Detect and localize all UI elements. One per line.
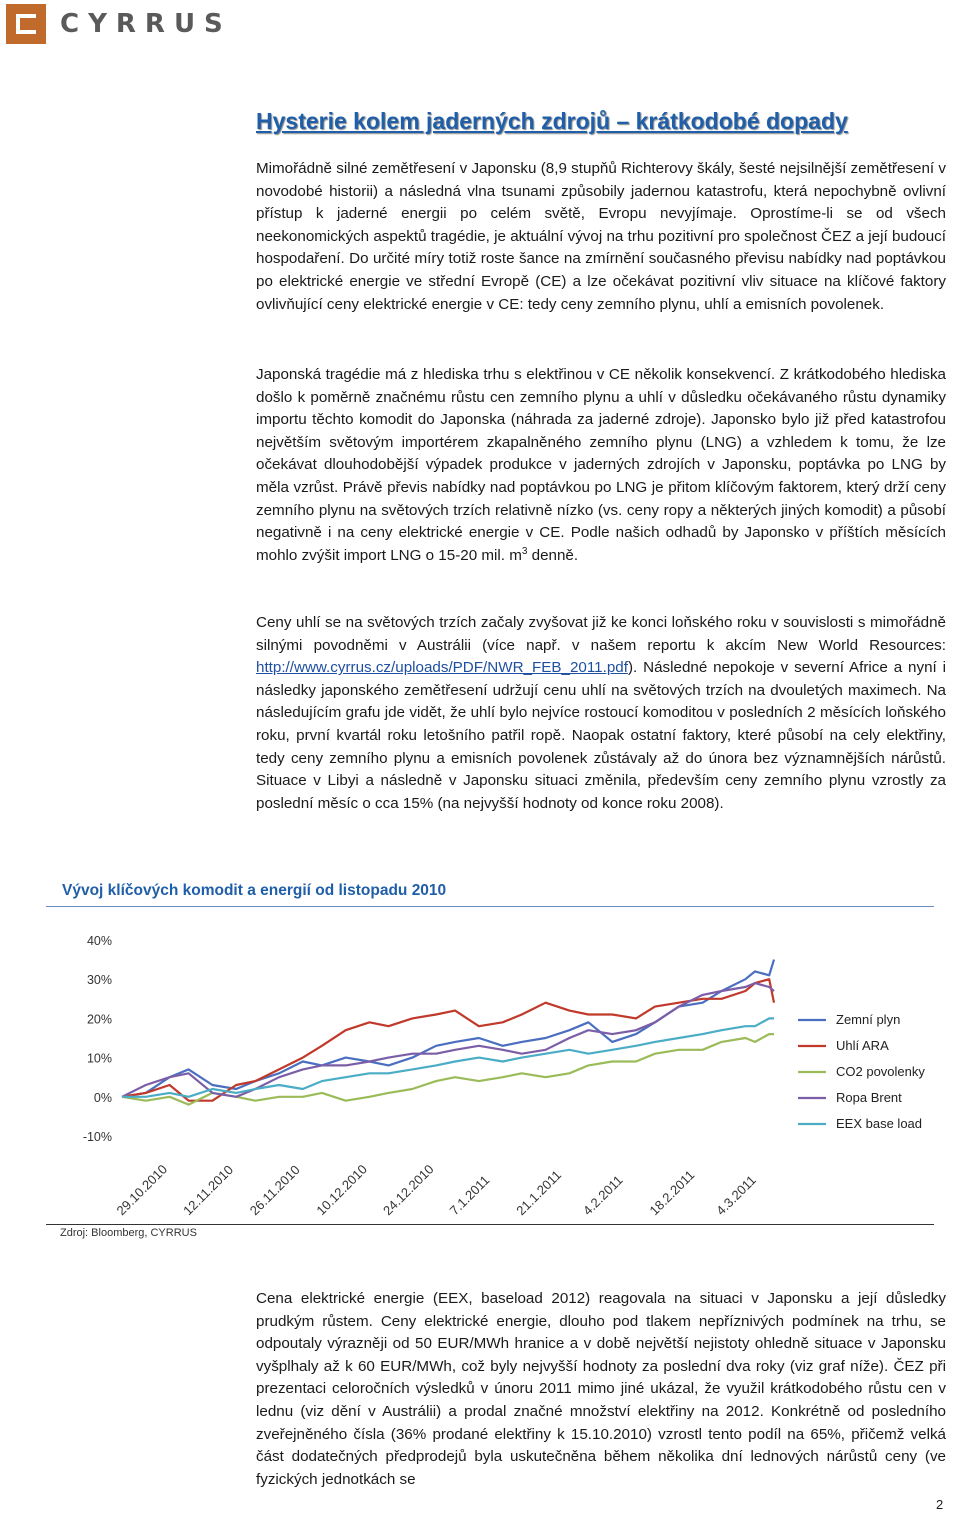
paragraph-5: Cena elektrické energie (EEX, baseload 2012) reagovala na situaci v Japonsku a její důsledky prudkým růstem. Ceny elektrické energie, dlouho pod tlakem nepříznivých podmínek na trhu, se odpoutaly výrazněji od 50 EUR/MWh hranice a v době největší nejistoty ohledně situace v Japonsku vyšplhaly až k 60 EUR/MWh, což byly nejvyšší hodnoty za poslední dva roky (viz graf níže). ČEZ při prezentaci celoročních výsledků v únoru 2011 mimo jiné ukázal, že využil krátkodobého růstu cen v lednu (viz dění v Austrálii) a prodal značné množství elektřiny na 2012. Konkrétně od posledního zveřejněného čísla (36% prodané elektřiny k 15.10.2010) vzrostl tento podíl na 65%, přičemž velká část dodatečných předprodejů byla uskutečněna během několika dní lednových nárůstů ceny (ve fyzických jednotkách se [256, 1290, 946, 1488]
x-tick-label: 29.10.2010 [113, 1161, 171, 1219]
paragraph-2-end: denně. [527, 546, 579, 564]
x-tick-label: 18.2.2011 [646, 1167, 698, 1219]
logo-text: CYRRUS [60, 9, 232, 39]
y-tick-label: 10% [86, 1051, 112, 1066]
page-number: 2 [936, 1497, 944, 1512]
chart-title: Vývoj klíčových komodit a energií od listopadu 2010 [62, 882, 447, 899]
y-tick-label: 40% [86, 934, 112, 948]
commodity-chart [46, 920, 934, 1220]
paragraph-3-start: Ceny uhlí se na světových trzích začaly zvyšovat již ke konci loňského roku v souvislosti s mimořádně silnými povodněmi v Austrálii (více např. v našem reportu k akcím New World Resources: [256, 614, 946, 654]
legend-label: CO2 povolenky [836, 1064, 925, 1079]
series-line [122, 979, 774, 1100]
x-tick-label: 4.2.2011 [579, 1172, 626, 1219]
chart-title-underline [46, 906, 934, 907]
legend-label: Ropa Brent [836, 1090, 902, 1105]
x-tick-label: 10.12.2010 [313, 1161, 371, 1219]
legend-label: Zemní plyn [836, 1012, 901, 1027]
x-tick-label: 4.3.2011 [713, 1172, 759, 1219]
y-tick-label: 30% [86, 973, 112, 988]
legend-label: EEX base load [836, 1116, 923, 1131]
cyrrus-logo-mark-icon [6, 4, 46, 44]
series-line [122, 960, 774, 1097]
nwr-report-link[interactable]: http://www.cyrrus.cz/uploads/PDF/NWR_FEB_2011.pdf [256, 659, 628, 677]
paragraph-2 [256, 364, 946, 567]
y-tick-label: -10% [82, 1130, 112, 1144]
chart-source: Zdroj: Bloomberg, CYRRUS [60, 1227, 197, 1239]
series-line [122, 1018, 774, 1096]
x-tick-label: 24.12.2010 [380, 1161, 437, 1219]
paragraph-1: Mimořádně silné zemětřesení v Japonsku (8,9 stupňů Richterovy škály, šesté nejsilnější zemětřesení v novodobé historii) a následná vlna tsunami způsobily jadernou katastrofu, která nepochybně ovlivní přístup k jaderné energii po celém světě, Evropu nevyjímaje. Oprostíme-li se od všech neekonomických aspektů tragédie, je aktuální vývoj na trhu pozitivní pro společnost ČEZ a její budoucí hospodaření. Do určité míry totiž roste šance na zmírnění současného převisu nabídky nad poptávkou po elektrické energie ve střední Evropě (CE) a lze očekávat pozitivní vliv situace na klíčové faktory ovlivňující ceny elektrické energie v CE: tedy ceny zemního plynu, uhlí a emisních povolenek. [256, 160, 946, 313]
x-tick-label: 26.11.2010 [246, 1162, 303, 1219]
y-tick-label: 0% [93, 1090, 112, 1105]
article-title: Hysterie kolem jaderných zdrojů – krátkodobé dopady [256, 108, 848, 134]
x-tick-label: 7.1.2011 [446, 1172, 493, 1219]
legend-label: Uhlí ARA [836, 1038, 889, 1053]
chart-svg [46, 920, 934, 1220]
x-tick-label: 12.11.2010 [180, 1162, 237, 1219]
paragraph-2-text: Japonská tragédie má z hlediska trhu s elektřinou v CE několik konsekvencí. Z krátkodobého hlediska došlo k poměrně značnému růstu cen zemního plynu a uhlí v důsledku očekávaného růstu dynamiky importu těchto komodit do Japonska (náhrada za jaderné zdroje). Japonsko bylo již před katastrofou největším světovým importérem zkapalněného zemního plynu (LNG) a vzhledem k tomu, že lze očekávat dlouhodobější výpadek produkce v jaderných zdrojích v Japonsku, poptávka po LNG by měla vzrůst. Právě převis nabídky nad poptávkou po LNG je přitom klíčovým faktorem, který drží ceny zemního plynu na světových trzích relativně nízko (vs. ceny ropy a některých jiných komodit) a působí negativně i na ceny elektrické energie v CE. Podle našich odhadů by Japonsko v příštích měsících mohlo zvýšit import LNG o 15-20 mil. m [256, 366, 946, 564]
y-tick-label: 20% [86, 1012, 112, 1027]
source-divider [46, 1224, 934, 1225]
x-tick-label: 21.1.2011 [513, 1167, 565, 1219]
paragraph-3 [256, 612, 946, 815]
paragraph-3-end: ). Následné nepokoje v severní Africe a nyní i následky japonského zemětřesení udržují cenu uhlí na světových trzích na dvouletých maximech. Na následujícím grafu jde vidět, že uhlí bylo nejvíce rostoucí komoditou v posledních 2 měsících loňského roku, první kvartál roku letošního patřil ropě. Naopak ostatní faktory, které působí na cely elektřiny, tedy ceny zemního plynu a emisních povolenek zůstávaly až do února bez významnějších nárůstů. Situace v Libyi a následně v Japonsku situaci změnila, především ceny zemního plynu vzrostly za poslední měsíc o cca 15% (na nejvyšší hodnoty od konce roku 2008). [256, 659, 946, 812]
superscript-3: 3 [521, 545, 528, 557]
logo [6, 4, 232, 44]
